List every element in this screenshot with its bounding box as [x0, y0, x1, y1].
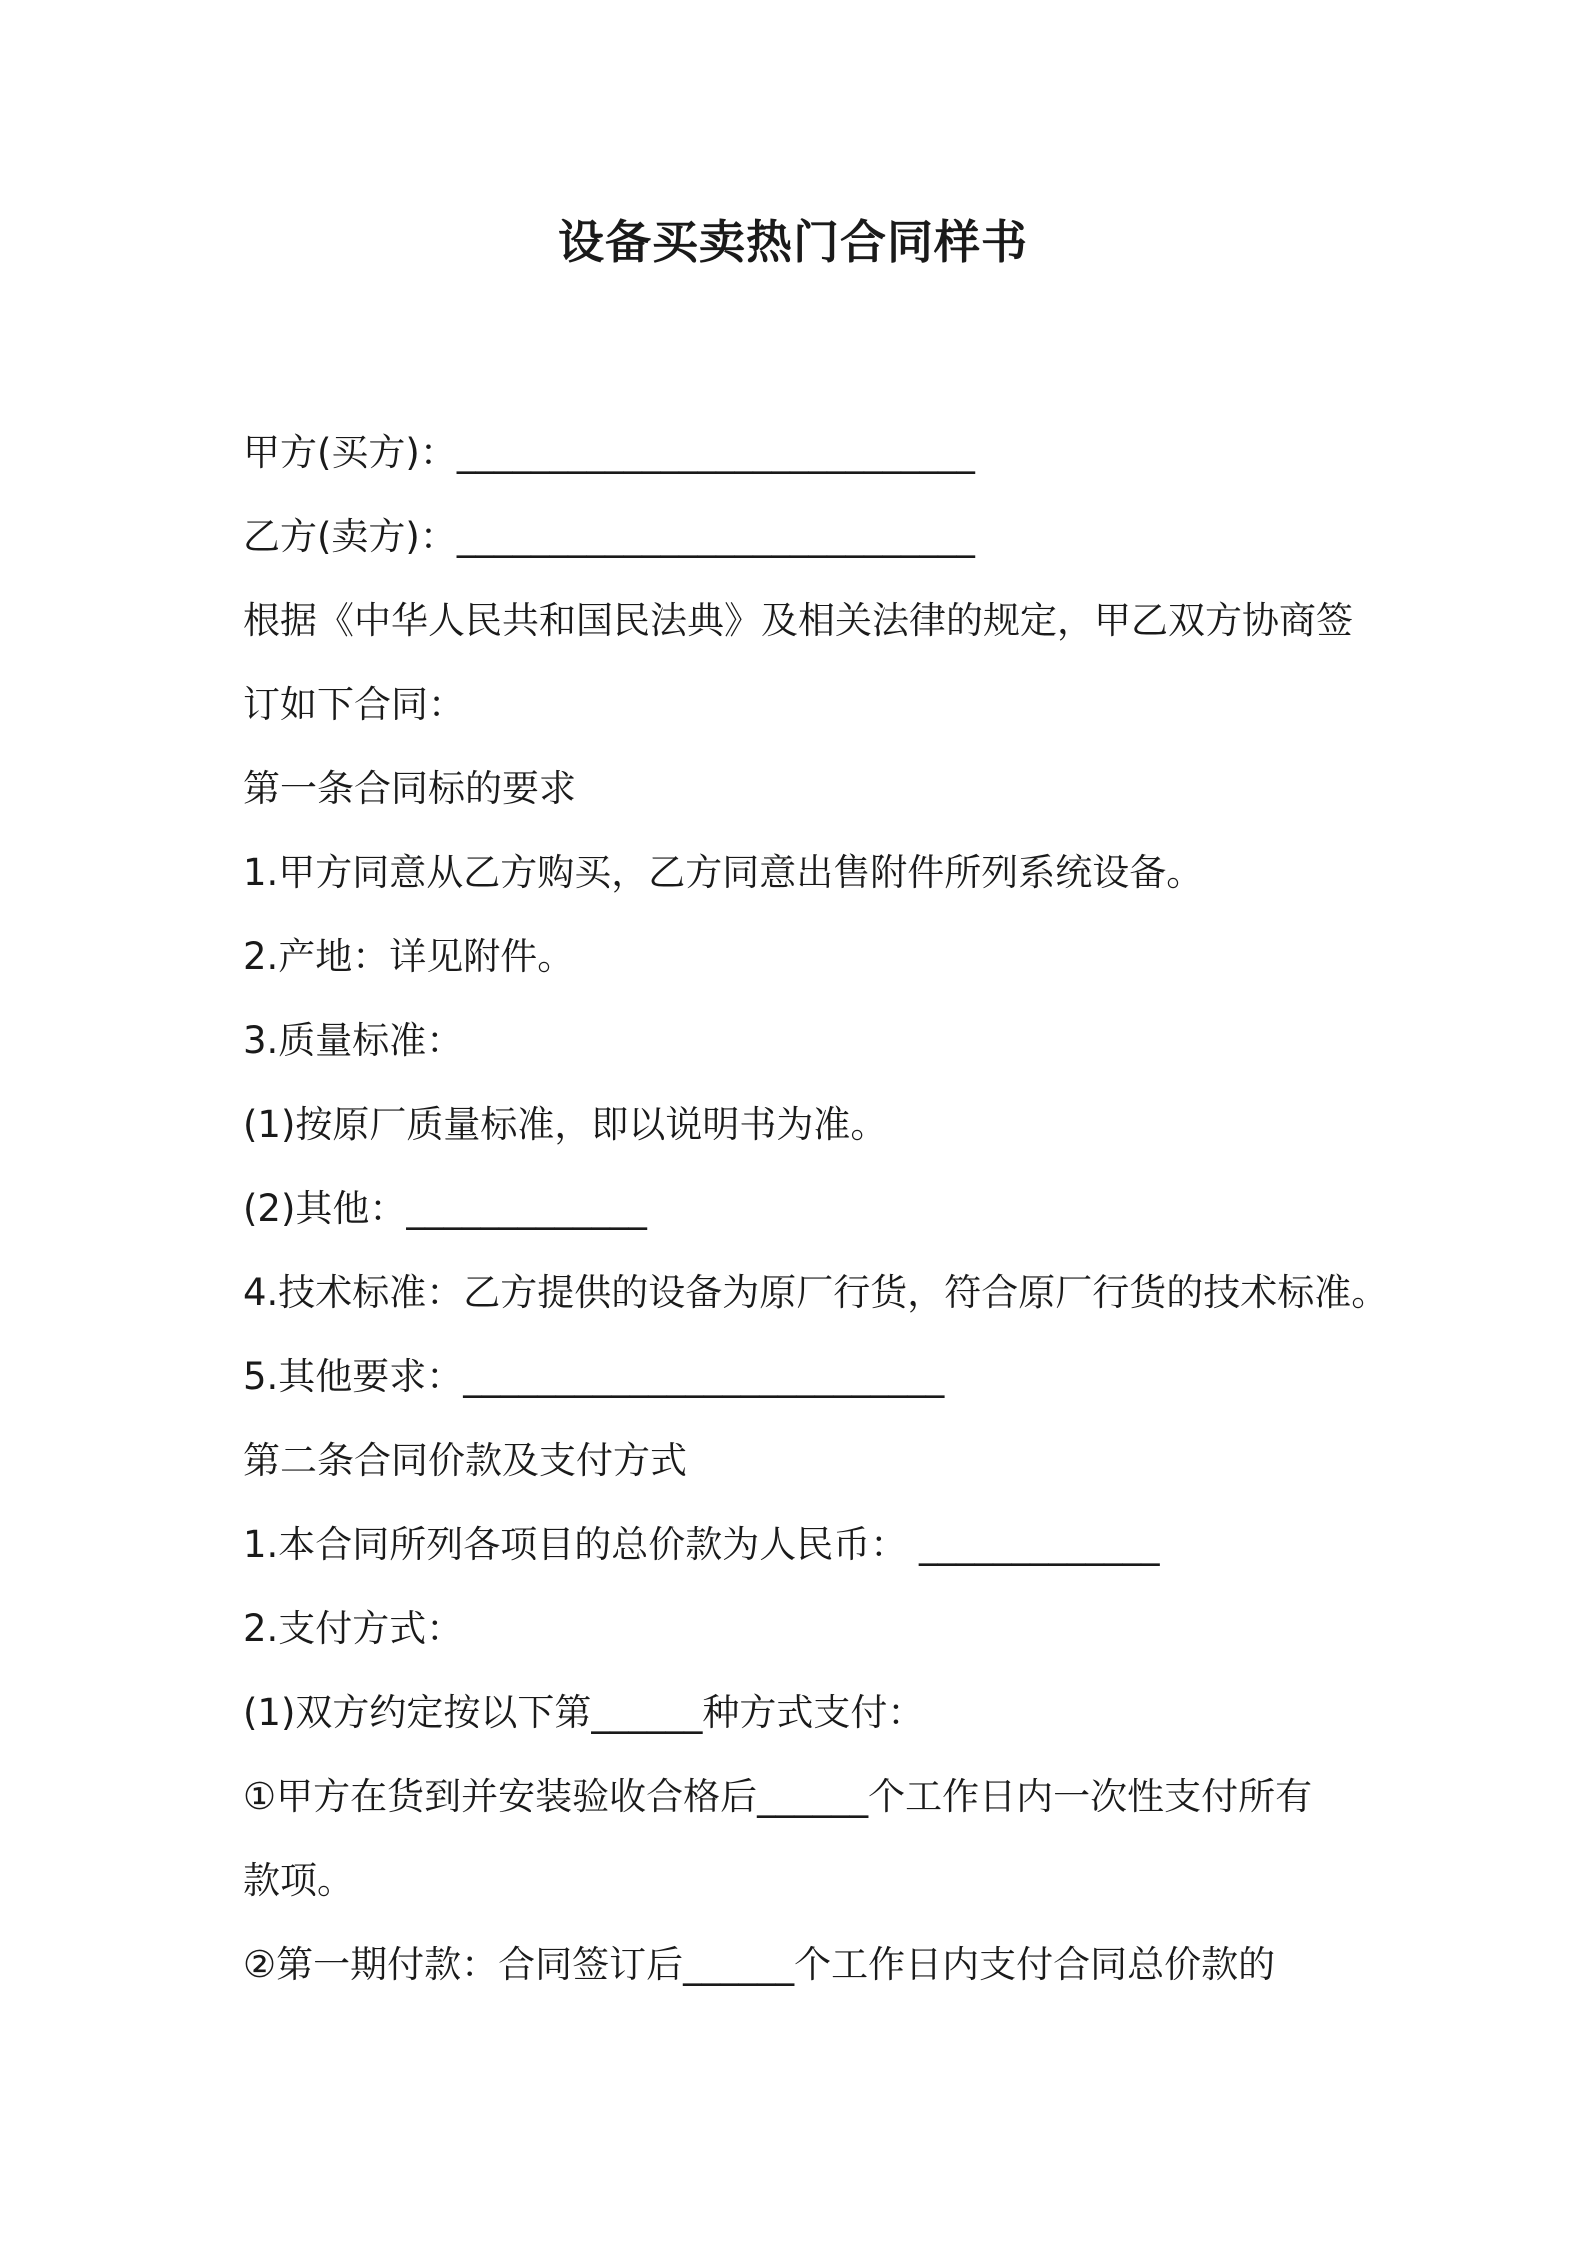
article-2-heading: 第二条合同价款及支付方式: [243, 1439, 687, 1482]
article-1-item-5: 5.其他要求：__________________________: [243, 1355, 945, 1398]
payment-option-2-line-1: ②第一期付款：合同签订后______个工作日内支付合同总价款的: [243, 1943, 1276, 1986]
payment-option-1-line-2: 款项。: [243, 1859, 354, 1902]
party-b-line: 乙方(卖方)：____________________________: [243, 515, 975, 558]
party-a-line: 甲方(买方)：____________________________: [243, 431, 975, 474]
article-2-item-2-sub-1: (1)双方约定按以下第______种方式支付：: [243, 1691, 925, 1734]
document-title: 设备买卖热门合同样书: [558, 215, 1028, 269]
article-1-item-3-sub-2: (2)其他：_____________: [243, 1187, 647, 1230]
preamble-line-1: 根据《中华人民共和国民法典》及相关法律的规定，甲乙双方协商签: [243, 599, 1353, 642]
preamble-line-2: 订如下合同：: [243, 683, 465, 726]
document-body: [243, 411, 1389, 2007]
article-1-item-1: 1.甲方同意从乙方购买，乙方同意出售附件所列系统设备。: [243, 851, 1204, 894]
article-2-item-1: 1.本合同所列各项目的总价款为人民币： _____________: [243, 1523, 1160, 1566]
article-1-item-3-sub-1: (1)按原厂质量标准，即以说明书为准。: [243, 1103, 888, 1146]
article-1-item-4: 4.技术标准：乙方提供的设备为原厂行货，符合原厂行货的技术标准。: [243, 1271, 1389, 1314]
article-1-item-3: 3.质量标准：: [243, 1019, 464, 1062]
article-1-heading: 第一条合同标的要求: [243, 767, 576, 810]
article-1-item-2: 2.产地：详见附件。: [243, 935, 575, 978]
article-2-item-2: 2.支付方式：: [243, 1607, 464, 1650]
payment-option-1-line-1: ①甲方在货到并安装验收合格后______个工作日内一次性支付所有: [243, 1775, 1313, 1818]
